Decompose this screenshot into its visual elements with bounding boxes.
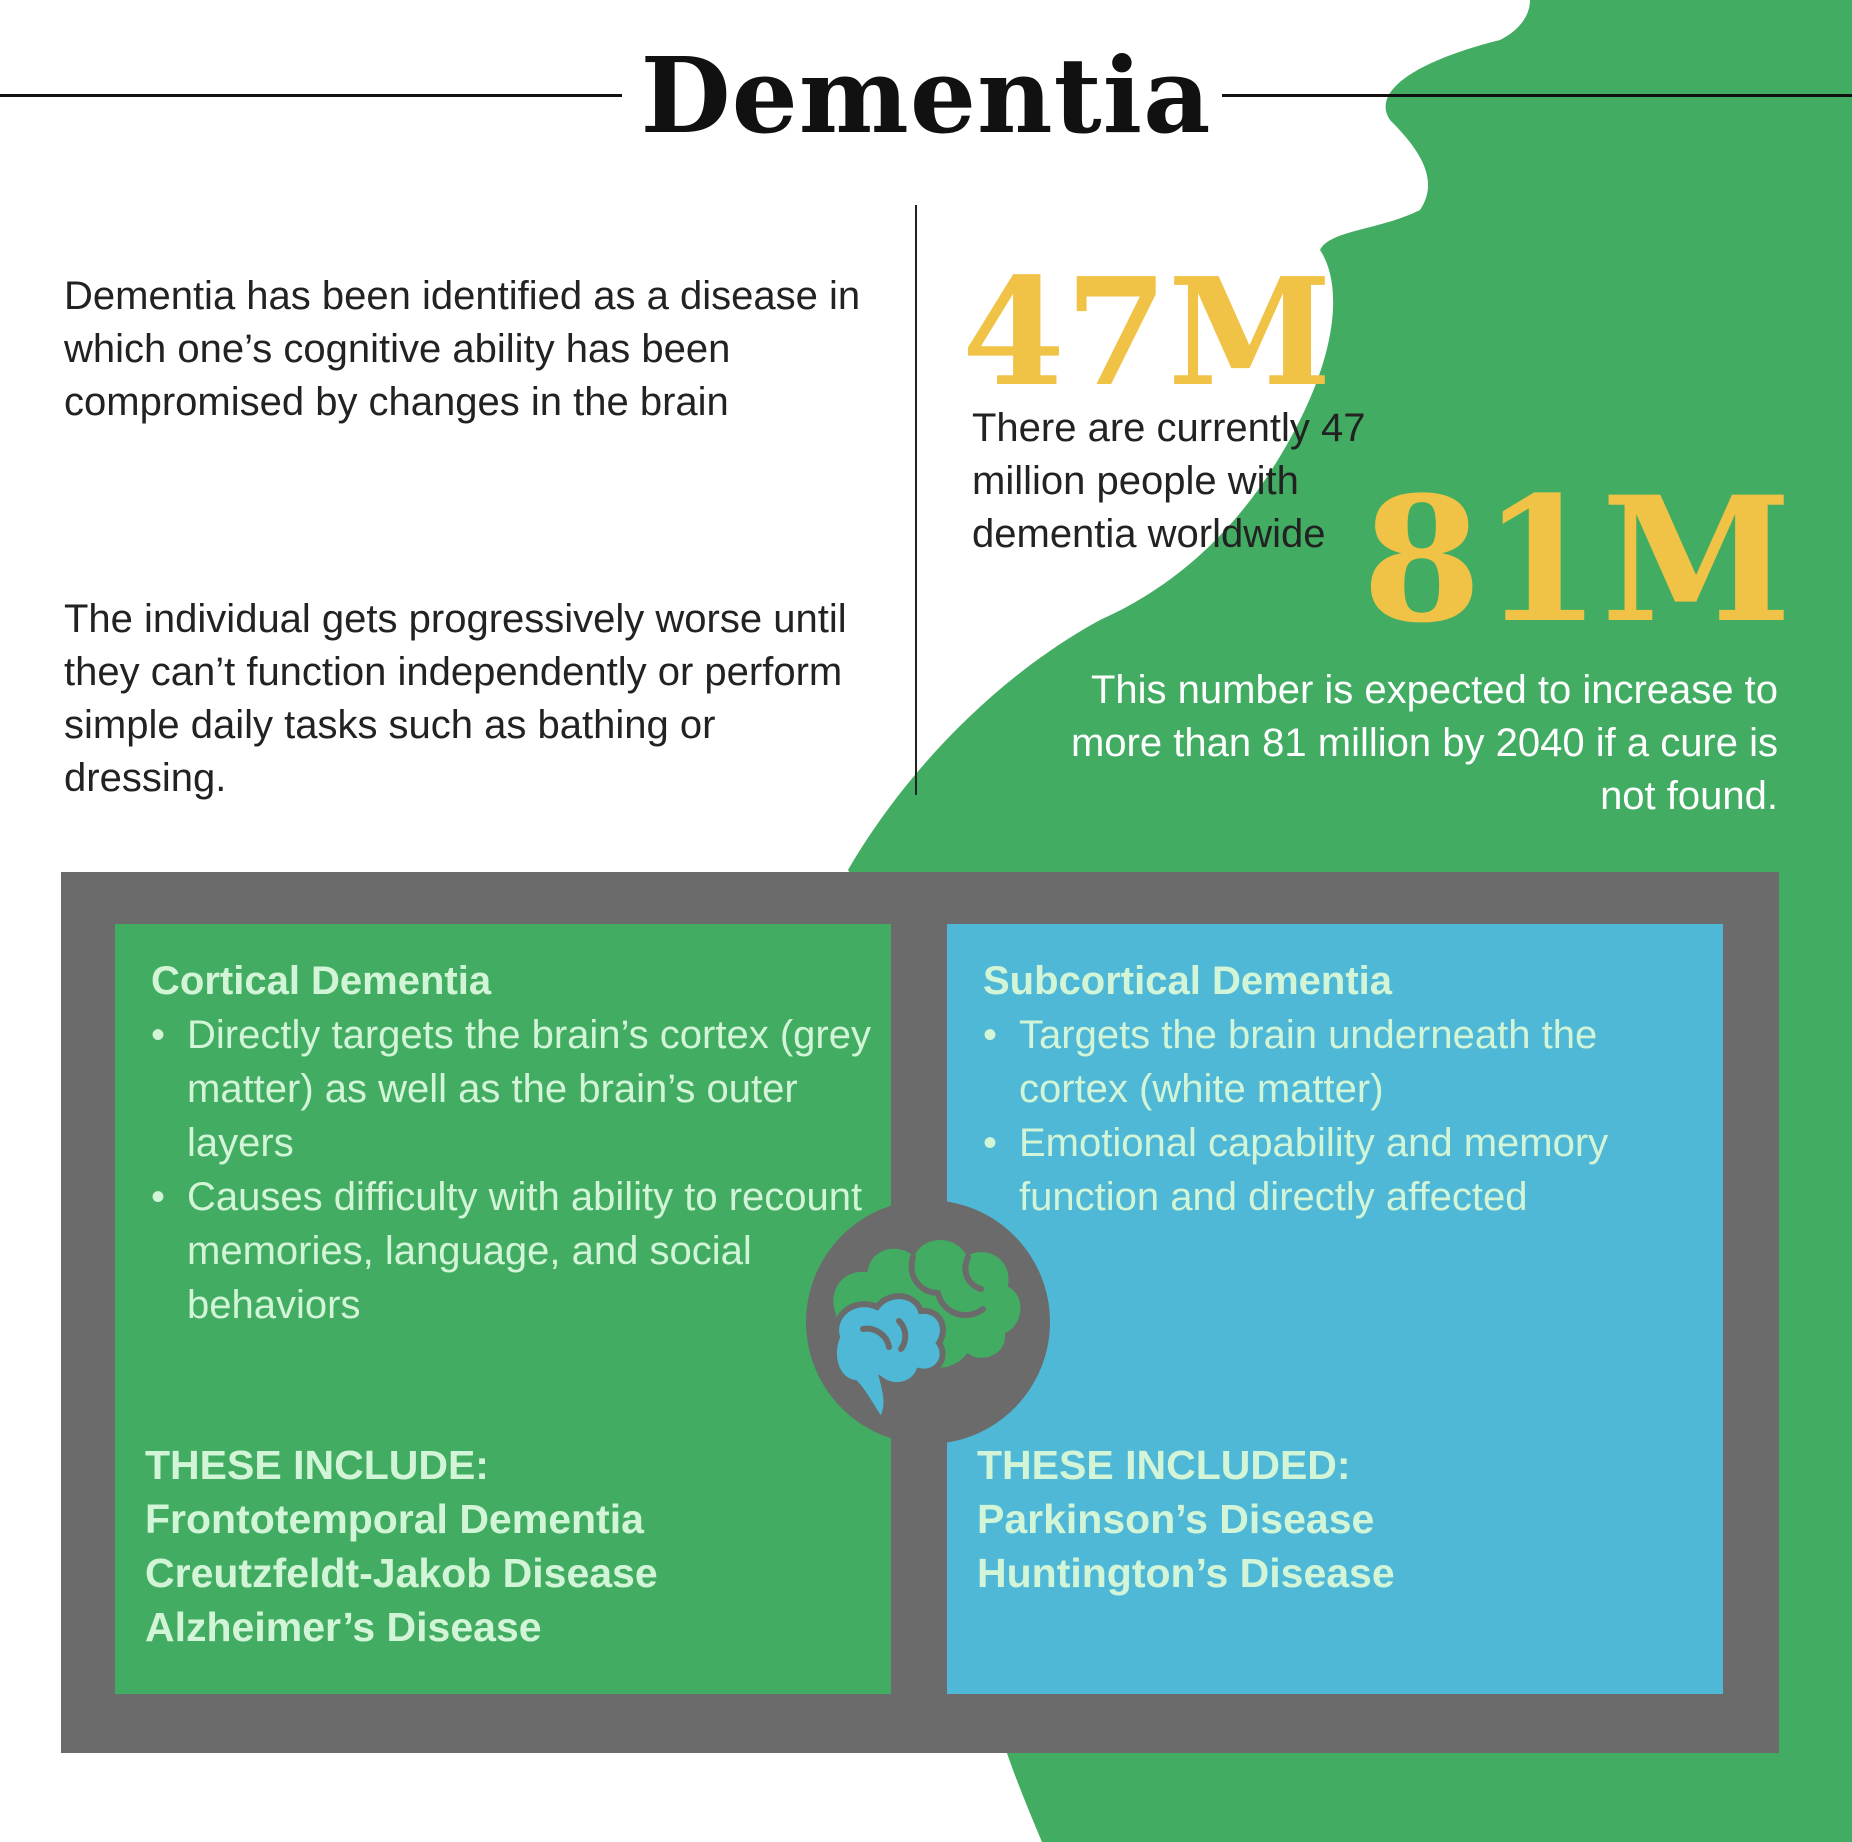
page-title: Dementia	[640, 34, 1212, 157]
subcortical-bullet: • Emotional capability and memory function and directly affected	[983, 1116, 1703, 1224]
subcortical-bullet-list	[983, 1008, 1703, 1224]
stat-number-81m: 81M	[1362, 458, 1792, 661]
subcortical-dementia-panel	[947, 924, 1723, 1694]
subcortical-includes-list	[977, 1438, 1395, 1600]
cortical-heading: Cortical Dementia	[151, 959, 492, 1003]
cortical-include-item: Frontotemporal Dementia	[145, 1496, 644, 1542]
intro-paragraph-1: Dementia has been identified as a disease in which one’s cognitive ability has been compromised by changes in the brain	[64, 274, 861, 424]
subcortical-bullet: • Targets the brain underneath the cortex (white matter)	[983, 1008, 1703, 1116]
cortical-bullet: • Directly targets the brain’s cortex (grey matter) as well as the brain’s outer layers	[151, 1008, 871, 1170]
subcortical-include-item: Parkinson’s Disease	[977, 1496, 1375, 1542]
cortical-bullet: • Causes difficulty with ability to recount memories, language, and social behaviors	[151, 1170, 871, 1332]
intro-paragraph-2: The individual gets progressively worse until they can’t function independently or perform simple daily tasks such as bathing or dressing.	[64, 597, 847, 800]
stat-text-47m: There are currently 47 million people with dementia worldwide	[972, 406, 1366, 556]
cortical-includes-label: THESE INCLUDE:	[145, 1442, 489, 1488]
vertical-divider	[915, 205, 917, 795]
brain-icon	[803, 1197, 1053, 1447]
cortical-includes-list	[145, 1438, 658, 1654]
cortical-include-item: Alzheimer’s Disease	[145, 1604, 542, 1650]
cortical-bullet-list	[151, 1008, 871, 1332]
subcortical-includes-label: THESE INCLUDED:	[977, 1442, 1351, 1488]
cortical-dementia-panel	[115, 924, 891, 1694]
cortical-include-item: Creutzfeldt-Jakob Disease	[145, 1550, 658, 1596]
subcortical-heading: Subcortical Dementia	[983, 959, 1393, 1003]
stat-text-81m: This number is expected to increase to more than 81 million by 2040 if a cure is not found.	[1070, 668, 1778, 818]
subcortical-include-item: Huntington’s Disease	[977, 1550, 1395, 1596]
stat-number-47m: 47M	[962, 245, 1332, 419]
